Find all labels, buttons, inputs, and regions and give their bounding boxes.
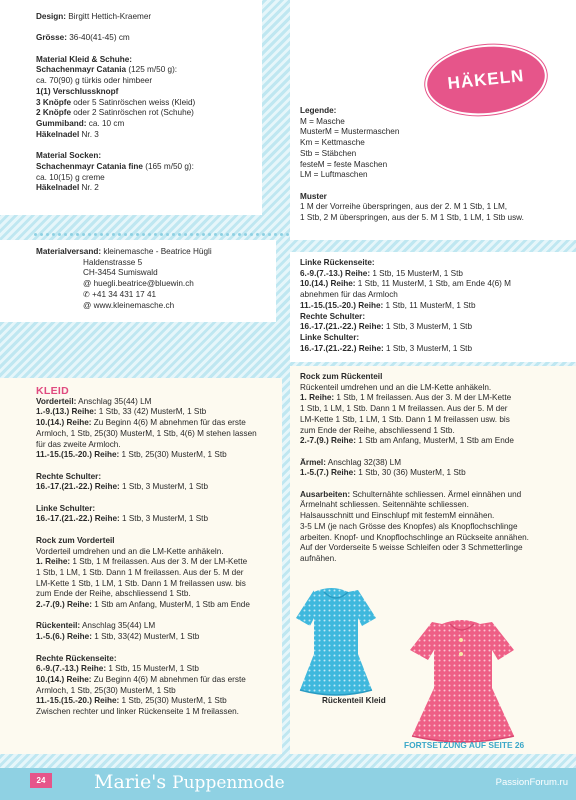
text-line: 11.-15.(15.-20.) Reihe: 1 Stb, 25(30) MusterM, 1 Stb xyxy=(36,696,227,706)
pink-dress xyxy=(410,620,514,742)
left-back-title: Linke Rückenseite: xyxy=(300,258,375,267)
text-line: 10.(14.) Reihe: Zu Beginn 4(6) M abnehmen für das erste xyxy=(36,674,246,684)
design-line: Design: Birgitt Hettich-Kraemer xyxy=(36,12,152,21)
back-skirt-rows xyxy=(300,383,576,447)
front-skirt-title: Rock zum Vorderteil xyxy=(36,535,115,545)
back-instructions-panel xyxy=(290,252,576,362)
text-line: 6.-9.(7.-13.) Reihe: 1 Stb, 15 MusterM, 1 Stb xyxy=(300,268,463,278)
text-line: Häkelnadel Nr. 2 xyxy=(36,183,99,193)
text-line: 10.(14.) Reihe: Zu Beginn 4(6) M abnehmen für das erste xyxy=(36,418,246,428)
right-shoulder-row: 16.-17.(21.-22.) Reihe: 1 Stb, 3 MusterM, 1 Stb xyxy=(300,322,473,332)
text-line: 1 M der Vorreihe überspringen, aus der 2. M 1 Stb, 1 LM, xyxy=(300,202,508,212)
text-line: zum Ende der Reihe, abschliessend 1 Stb. xyxy=(36,589,191,599)
text-line: Schachenmayr Catania fine (165 m/50 g): xyxy=(36,161,194,171)
back-cast-on: Rückenteil: Anschlag 35(44) LM xyxy=(36,621,156,631)
text-line: für das zweite Armloch. xyxy=(36,439,121,449)
text-line: Halsausschnitt und Einschlupf mit festemM einnähen. xyxy=(300,511,495,521)
text-line: @ huegli.beatrice@bluewin.ch xyxy=(83,279,194,289)
socks-list xyxy=(36,162,262,194)
page-footer xyxy=(0,768,576,800)
right-back-title: Rechte Rückenseite: xyxy=(36,653,117,663)
left-shoulder-row: 16.-17.(21.-22.) Reihe: 1 Stb, 3 MusterM, 1 Stb xyxy=(300,343,473,353)
text-line: 3-5 LM (je nach Grösse des Knopfes) als Knopflochschlinge xyxy=(300,521,518,531)
text-line: 6.-9.(7.-13.) Reihe: 1 Stb, 15 MusterM, 1 Stb xyxy=(36,664,199,674)
text-line: @ www.kleinemasche.ch xyxy=(83,300,175,310)
material-title: Material Kleid & Schuhe: xyxy=(36,54,132,64)
text-line: 11.-15.(15.-20.) Reihe: 1 Stb, 11 MusterM, 1 Stb xyxy=(300,300,476,310)
text-line: MusterM = Mustermaschen xyxy=(300,127,400,137)
text-line: 1.-9.(13.) Reihe: 1 Stb, 33 (42) MusterM, 1 Stb xyxy=(36,407,207,417)
text-line: Vorderteil umdrehen und an die LM-Kette anhäkeln. xyxy=(36,546,224,556)
left-back-rows xyxy=(300,269,576,312)
supplier-panel xyxy=(0,240,276,322)
front-right-shoulder-title: Rechte Schulter: xyxy=(36,471,102,481)
right-back-rows xyxy=(36,664,282,718)
text-line: LM = Luftmaschen xyxy=(300,170,368,180)
front-right-shoulder-row: 16.-17.(21.-22.) Reihe: 1 Stb, 3 MusterM, 1 Stb xyxy=(36,482,209,492)
text-line: 1 Stb, 2 M überspringen, aus der 5. M 1 Stb, 1 LM, 1 Stb usw. xyxy=(300,213,524,223)
text-line: 1. Reihe: 1 Stb, 1 M freilassen. Aus der 3. M der LM-Kette xyxy=(300,393,512,403)
text-line: 2.-7.(9.) Reihe: 1 Stb am Anfang, MusterM, 1 Stb am Ende xyxy=(36,600,250,610)
front-left-shoulder-row: 16.-17.(21.-22.) Reihe: 1 Stb, 3 MusterM, 1 Stb xyxy=(36,514,209,524)
front-skirt-rows xyxy=(36,547,282,611)
photo-caption: Rückenteil Kleid xyxy=(322,696,386,705)
text-line: 2.-7.(9.) Reihe: 1 Stb am Anfang, MusterM, 1 Stb am Ende xyxy=(300,436,514,446)
legend-panel xyxy=(290,0,576,240)
turquoise-dress xyxy=(296,588,376,695)
page-number: 24 xyxy=(30,773,52,788)
text-line: Armloch, 1 Stb, 25(30) MusterM, 1 Stb, 4(6) M stehen lassen xyxy=(36,428,257,438)
finishing-text xyxy=(300,500,576,564)
text-line: Gummiband: ca. 10 cm xyxy=(36,119,125,128)
text-line: Schachenmayr Catania (125 m/50 g): xyxy=(36,65,178,75)
legend-list xyxy=(300,117,576,181)
left-shoulder-title: Linke Schulter: xyxy=(300,332,360,342)
text-line: CH-3454 Sumiswald xyxy=(83,268,158,278)
text-line: ca. 70(90) g türkis oder himbeer xyxy=(36,76,153,86)
text-line: Km = Kettmasche xyxy=(300,138,365,148)
text-line: Auf der Vorderseite 5 weisse Schleifen oder 3 Schmetterlinge xyxy=(300,543,523,553)
text-line: ca. 10(15) g creme xyxy=(36,172,105,182)
haekeln-badge: HÄKELN xyxy=(422,39,551,121)
sleeve-cast-on: Ärmel: Anschlag 32(38) LM xyxy=(300,457,402,467)
intro-panel xyxy=(0,0,262,215)
text-line: Armloch, 1 Stb, 25(30) MusterM, 1 Stb xyxy=(36,685,176,695)
supplier-name: kleinemasche - Beatrice Hügli xyxy=(101,247,212,256)
text-line: arbeiten. Knopf- und Knopflochschlinge an Rückseite annähen. xyxy=(300,532,529,542)
material-list xyxy=(36,65,262,140)
text-line: aufnähen. xyxy=(300,553,337,563)
front-rows xyxy=(36,407,282,461)
text-line: 1. Reihe: 1 Stb, 1 M freilassen. Aus der 3. M der LM-Kette xyxy=(36,557,248,567)
text-line: zum Ende der Reihe, abschliessend 1 Stb. xyxy=(300,425,455,435)
dress-photos xyxy=(292,578,554,748)
text-line: Stb = Stäbchen xyxy=(300,148,357,158)
dotted-divider xyxy=(34,233,295,236)
text-line: Haldenstrasse 5 xyxy=(83,257,143,267)
text-line: 1 Stb, 1 LM, 1 Stb. Dann 1 M freilassen. Aus der 5. M der xyxy=(300,404,508,414)
size-line: Grösse: 36-40(41-45) cm xyxy=(36,33,130,43)
crochet-dress-illustration xyxy=(292,578,554,748)
supplier-label: Materialversand: xyxy=(36,247,102,256)
text-line: 1(1) Verschlussknopf xyxy=(36,86,119,96)
back-rows-1: 1.-5.(6.) Reihe: 1 Stb, 33(42) MusterM, 1 Stb xyxy=(36,632,200,642)
right-shoulder-title: Rechte Schulter: xyxy=(300,311,366,321)
legend-title: Legende: xyxy=(300,106,337,115)
text-line: Zwischen rechter und linker Rückenseite 1 M freilassen. xyxy=(36,707,239,717)
text-line: 1 Stb, 1 LM, 1 Stb. Dann 1 M freilassen. Aus der 5. M der xyxy=(36,567,244,577)
text-line: festeM = feste Maschen xyxy=(300,159,388,169)
text-line: abnehmen für das Armloch xyxy=(300,290,398,300)
supplier-address xyxy=(36,258,276,312)
text-line: 10.(14.) Reihe: 1 Stb, 11 MusterM, 1 Stb, am Ende 4(6) M xyxy=(300,279,511,289)
text-line: LM-Kette 1 Stb, 1 LM, 1 Stb. Dann 1 M freilassen usw. bis xyxy=(36,578,246,588)
text-line: LM-Kette 1 Stb, 1 LM, 1 Stb. Dann 1 M freilassen usw. bis xyxy=(300,414,510,424)
front-cast-on: Vorderteil: Anschlag 35(44) LM xyxy=(36,396,152,406)
text-line: 2 Knöpfe oder 2 Satinröschen rot (Schuhe) xyxy=(36,108,194,118)
text-line: Häkelnadel Nr. 3 xyxy=(36,129,99,139)
finishing-line-1: Ausarbeiten: Schulternähte schliessen. Ärmel einnähen und xyxy=(300,489,522,499)
muster-text xyxy=(300,202,576,223)
kleid-panel xyxy=(0,378,282,754)
front-left-shoulder-title: Linke Schulter: xyxy=(36,503,96,513)
socks-title: Material Socken: xyxy=(36,151,102,161)
text-line: ✆ +41 34 431 17 41 xyxy=(83,289,157,299)
muster-title: Muster xyxy=(300,191,327,201)
text-line: M = Masche xyxy=(300,116,345,126)
text-line: 3 Knöpfe oder 5 Satinröschen weiss (Kleid) xyxy=(36,97,196,107)
continue-note: FORTSETZUNG AUF SEITE 26 xyxy=(404,740,525,750)
watermark: PassionForum.ru xyxy=(495,777,568,788)
text-line: 11.-15.(15.-20.) Reihe: 1 Stb, 25(30) MusterM, 1 Stb xyxy=(36,450,227,460)
back-skirt-title: Rock zum Rückenteil xyxy=(300,372,383,381)
magazine-brand: Marie's Puppenmode xyxy=(94,771,285,793)
kleid-title: KLEID xyxy=(36,385,69,397)
text-line: Ärmelnaht schliessen. Seitennähte schliessen. xyxy=(300,500,469,510)
sleeve-rows: 1.-5.(7.) Reihe: 1 Stb, 30 (36) MusterM, 1 Stb xyxy=(300,468,466,478)
text-line: Rückenteil umdrehen und an die LM-Kette anhäkeln. xyxy=(300,382,492,392)
